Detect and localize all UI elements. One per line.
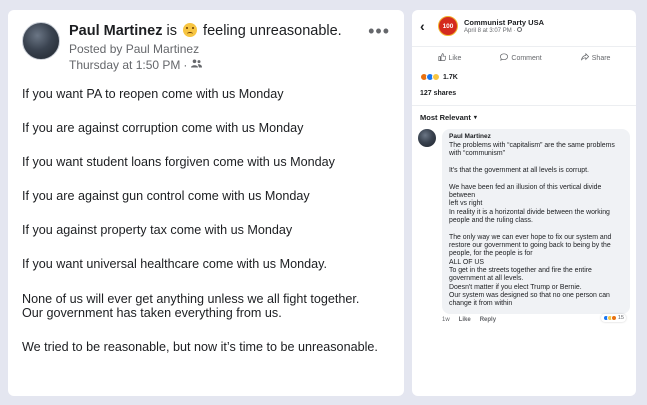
chevron-down-icon: ▾	[473, 115, 477, 121]
comment-button[interactable]	[500, 53, 541, 63]
post-paragraph: If you want universal healthcare come with us Monday.	[22, 257, 327, 272]
share-button[interactable]	[581, 53, 611, 63]
share-label: Share	[591, 54, 611, 62]
comment-paragraph: The only way we can ever hope to fix our system and restore our government to going back to being by the people, for the people is for ALL OF US To get in the streets together and fire the entire government at all levels. Doesn't matter if you elect Trump or Bernie. Our system was designed so that no one person can change it from within	[449, 233, 612, 308]
comment-like-button[interactable]: Like	[458, 316, 471, 323]
page-name[interactable]: Communist Party USA	[464, 17, 545, 27]
globe-icon	[517, 27, 522, 32]
confounded-face-icon	[183, 23, 197, 37]
author-line	[69, 22, 368, 40]
comment	[412, 122, 636, 314]
comment-sort-dropdown[interactable]	[412, 106, 636, 122]
author-name[interactable]: Paul Martinez	[69, 23, 163, 39]
friends-audience-icon[interactable]	[191, 58, 202, 73]
comment-label: Comment	[511, 54, 542, 62]
post-paragraph: If you are against corruption come with us Monday	[22, 121, 304, 136]
commenter-avatar[interactable]	[418, 129, 436, 147]
comment-reactions[interactable]	[601, 314, 626, 322]
like-button[interactable]	[438, 53, 462, 63]
post-header	[22, 22, 390, 73]
page-titles	[464, 18, 544, 35]
share-arrow-icon	[581, 53, 589, 63]
post-paragraph: If you are against gun control come with us Monday	[22, 189, 310, 204]
posted-by: Posted by Paul Martinez	[69, 42, 200, 56]
page-logo[interactable]: 100	[438, 16, 458, 36]
post-paragraph: If you want PA to reopen come with us Monday	[22, 87, 284, 101]
post-paragraph: We tried to be reasonable, but now it’s time to be unreasonable.	[22, 340, 378, 355]
mobile-post-header	[412, 10, 636, 40]
comment-paragraph: We have been fed an illusion of this vertical divide between left vs right In reality it is a horizontal divide between the working people and the ruling class.	[449, 183, 610, 224]
reaction-count: 1.7K	[443, 73, 458, 81]
post-date-text[interactable]: April 8 at 3:07 PM ·	[464, 27, 518, 34]
post-action-bar	[412, 46, 636, 69]
angry-reaction-icon	[611, 315, 617, 321]
thumbs-up-icon	[438, 53, 446, 63]
comment-reply-button[interactable]: Reply	[479, 316, 497, 323]
shares-count[interactable]: 127 shares	[420, 90, 457, 97]
timestamp-row	[69, 58, 368, 73]
haha-reaction-icon	[432, 73, 440, 81]
like-label: Like	[448, 54, 462, 62]
comment-age[interactable]: 1w	[442, 316, 450, 323]
timestamp-separator: ·	[183, 58, 188, 72]
post-date	[464, 27, 544, 35]
commenter-name[interactable]: Paul Martinez	[449, 133, 491, 140]
author-avatar[interactable]	[22, 22, 60, 60]
post-body	[22, 87, 390, 355]
right-mobile-post	[412, 10, 636, 396]
comment-paragraph: It's that the government at all levels is corrupt.	[449, 166, 589, 174]
back-arrow-icon[interactable]: ‹	[420, 18, 425, 34]
comment-bubble	[442, 129, 630, 314]
sort-label: Most Relevant	[420, 113, 471, 122]
comment-bubble-icon	[500, 53, 508, 63]
comment-paragraph: The problems with “capitalism” are the same problems with “communism”	[449, 142, 615, 158]
feeling-prefix: is	[166, 23, 177, 39]
more-options-icon[interactable]: •••	[368, 21, 390, 41]
post-paragraph: Our government has taken everything from us.	[22, 306, 282, 321]
post-paragraph: If you want student loans forgiven come with us Monday	[22, 155, 335, 170]
comment-reaction-count: 15	[617, 314, 624, 321]
post-paragraph: None of us will ever get anything unless we all fight together.	[22, 291, 360, 306]
post-meta	[69, 22, 368, 73]
feeling-text: feeling unreasonable.	[203, 23, 342, 39]
comment-footer	[412, 314, 636, 323]
post-timestamp[interactable]: Thursday at 1:50 PM	[69, 58, 181, 72]
post-paragraph: If you against property tax come with us Monday	[22, 223, 293, 238]
comment-text	[449, 142, 623, 309]
reaction-summary[interactable]	[412, 71, 636, 81]
left-post-card	[8, 10, 404, 396]
